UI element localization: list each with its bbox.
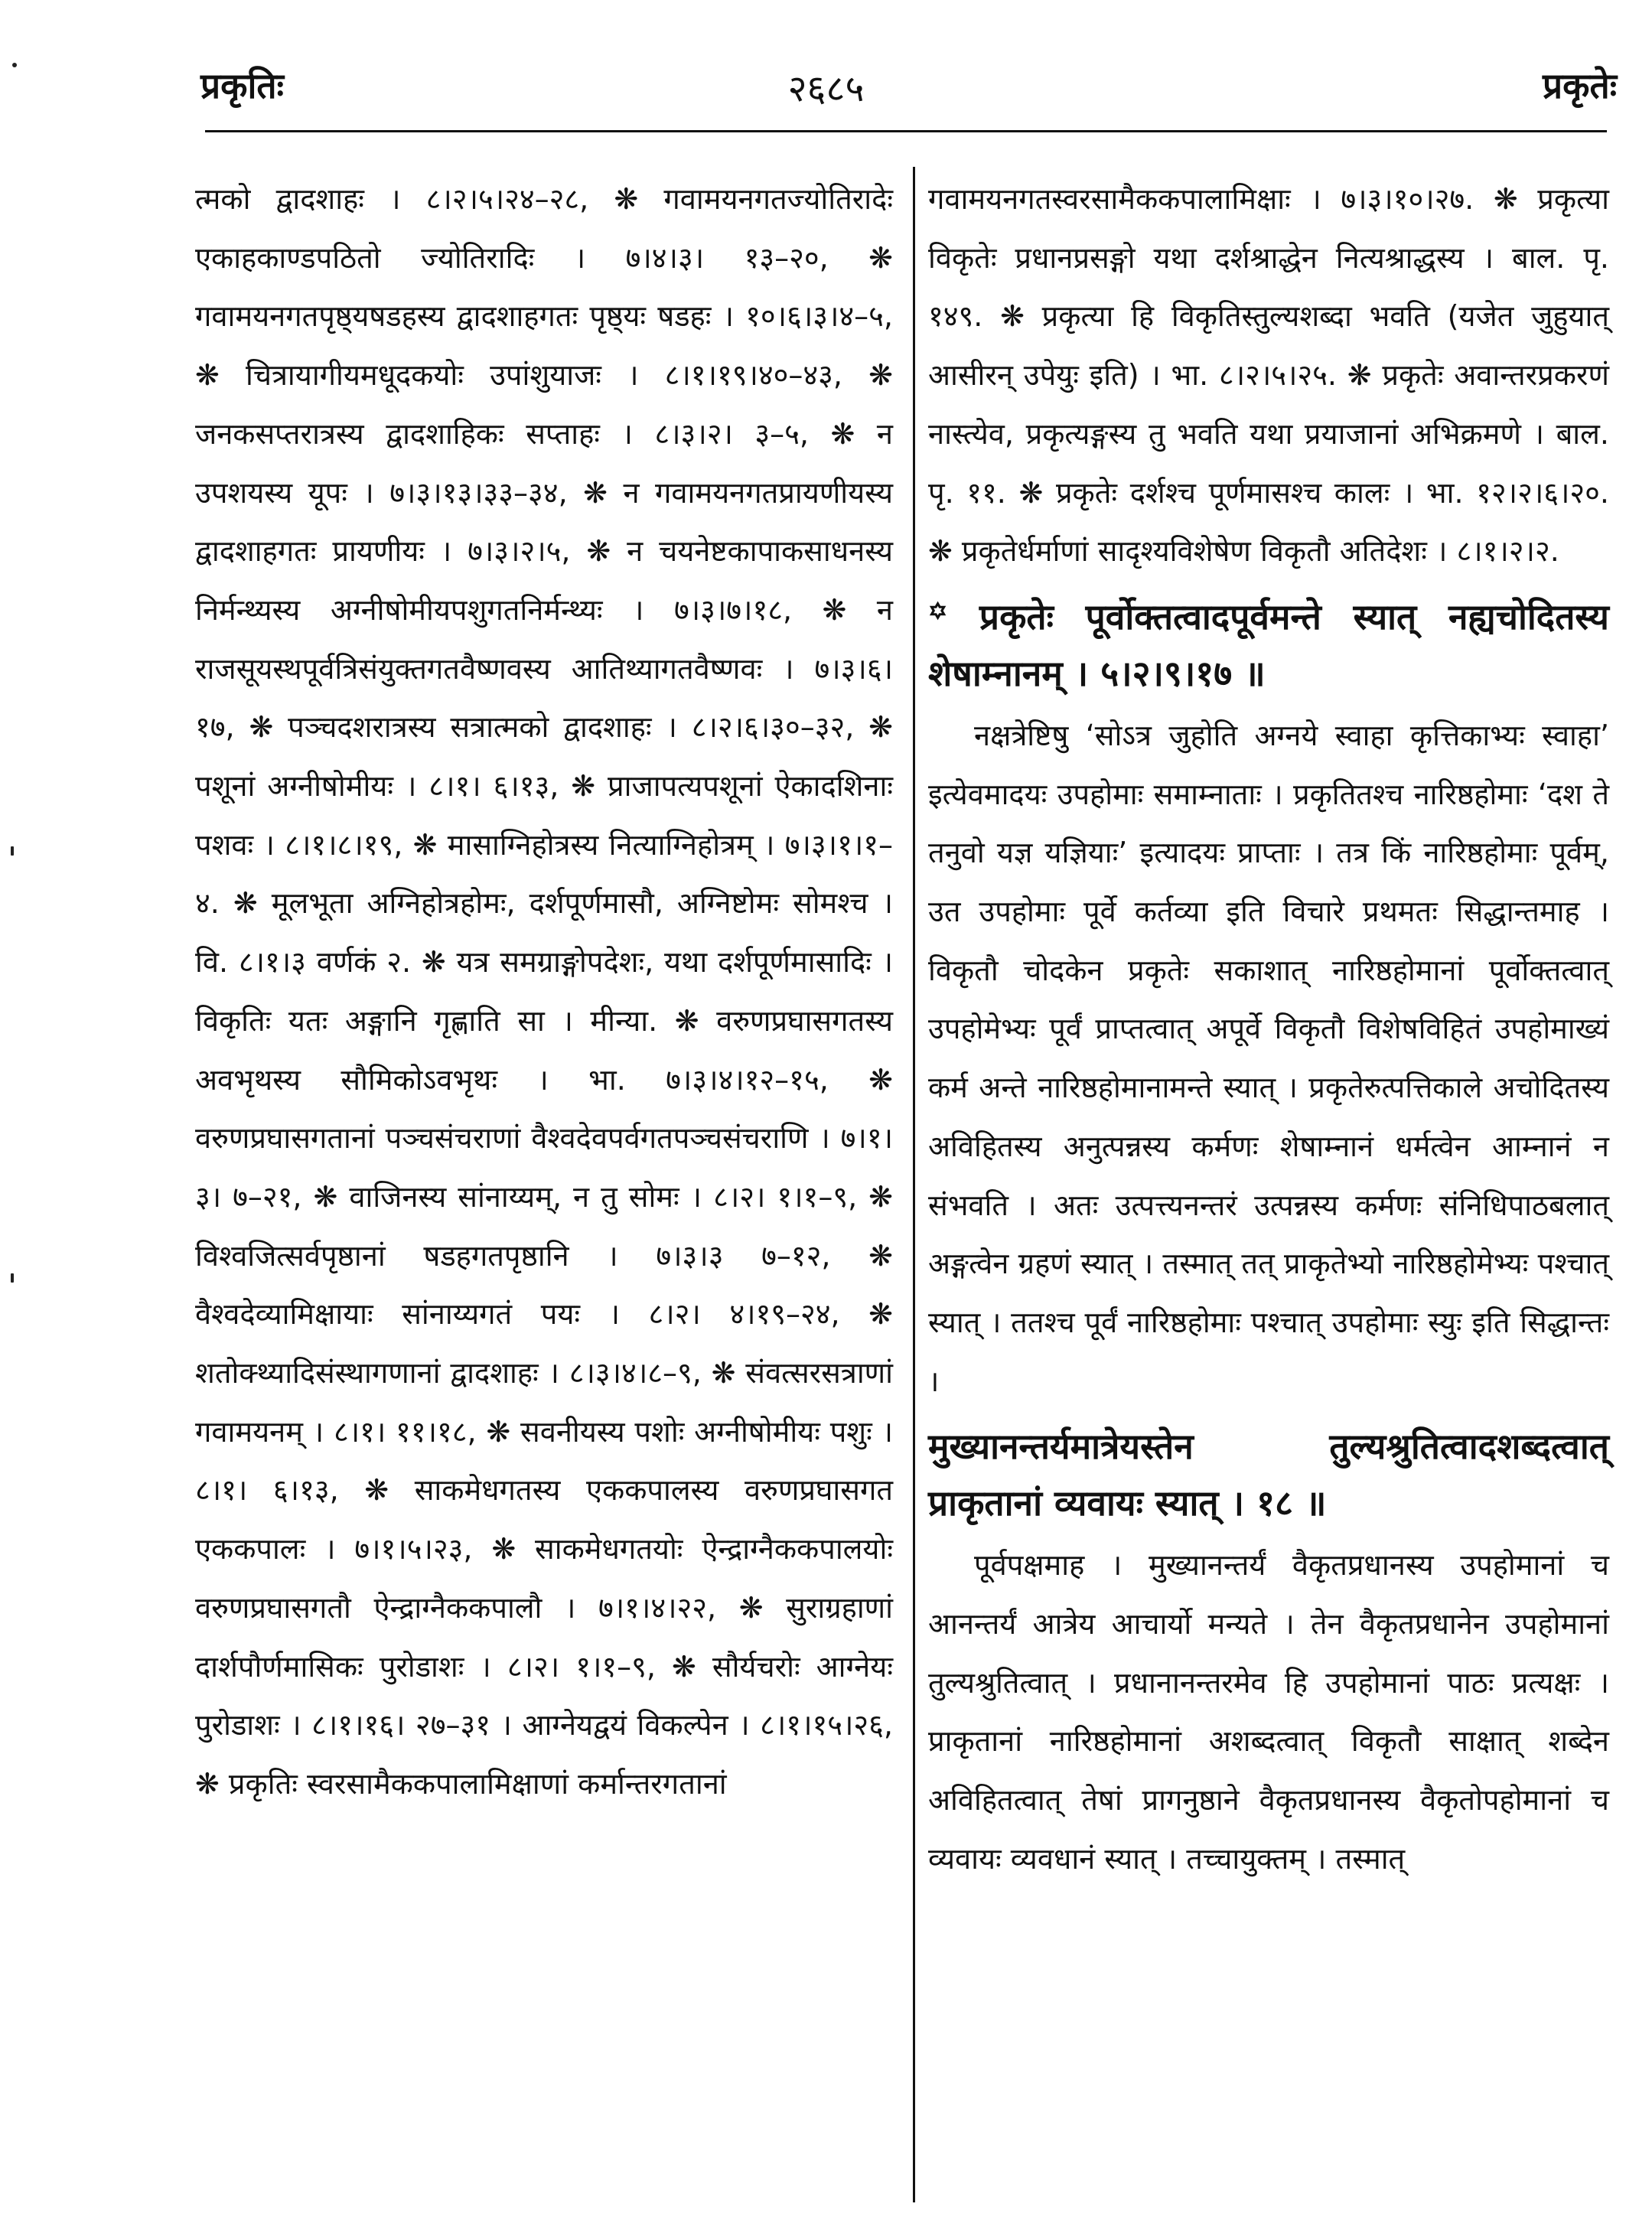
right-column	[928, 170, 1609, 1889]
margin-mark	[11, 1273, 14, 1283]
left-column	[195, 170, 893, 1814]
commentary-17: नक्षत्रेष्टिषु ‘सोऽत्र जुहोति अग्नये स्वाहा कृत्तिकाभ्यः स्वाहा’ इत्येवमादयः उपहोमाः समाम्नाताः । प्रकृतितश्च नारिष्ठहोमाः ‘दश ते तनुवो यज्ञ यज्ञियाः’ इत्यादयः प्राप्ताः । तत्र किं नारिष्ठहोमाः पूर्वम्, उत उपहोमाः पूर्वे कर्तव्या इति विचारे प्रथमतः सिद्धान्तमाह । विकृतौ चोदकेन प्रकृतेः सकाशात् नारिष्ठहोमानां पूर्वोक्तत्वात् उपहोमेभ्यः पूर्वं प्राप्तत्वात् अपूर्वे विकृतौ विशेषविहितं उपहोमाख्यं कर्म अन्ते नारिष्ठहोमानामन्ते स्यात् । प्रकृतेरुत्पत्तिकाले अचोदितस्य अविहितस्य अनुत्पन्नस्य कर्मणः शेषाम्नानं धर्मत्वेन आम्नानं न संभवति । अतः उत्पत्त्यनन्तरं उत्पन्नस्य कर्मणः संनिधिपाठबलात् अङ्गत्वेन ग्रहणं स्यात् । तस्मात् तत् प्राकृतेभ्यो नारिष्ठहोमेभ्यः पश्चात् स्यात् । ततश्च पूर्वं नारिष्ठहोमाः पश्चात् उपहोमाः स्युः इति सिद्धान्तः ।	[928, 718, 1609, 1398]
running-head-left: प्रकृतिः	[200, 65, 284, 106]
page-number: २६८५	[787, 67, 865, 110]
margin-dot	[12, 63, 17, 67]
margin-mark	[11, 846, 14, 856]
sutra-heading-17: ꙳ प्रकृतेः पूर्वोक्तत्वादपूर्वमन्ते स्यात् नह्यचोदितस्य शेषाम्नानम् । ५।२।९।१७ ॥	[928, 595, 1609, 694]
index-entries: त्मको द्वादशाहः । ८।२।५।२४–२८, ❋ गवामयनगतज्योतिरादेः एकाहकाण्डपठितो ज्योतिरादिः । ७।४।३। १३–२०, ❋ गवामयनगतपृष्ठ्यषडहस्य द्वादशाहगतः पृष्ठ्यः षडहः । १०।६।३।४–५, ❋ चित्रायागीयमधूदकयोः उपांशुयाजः । ८।१।१९।४०–४३, ❋ जनकसप्तरात्रस्य द्वादशाहिकः सप्ताहः । ८।३।२। ३–५, ❋ न उपशयस्य यूपः । ७।३।१३।३३–३४, ❋ न गवामयनगतप्रायणीयस्य द्वादशाहगतः प्रायणीयः । ७।३।२।५, ❋ न चयनेष्टकापाकसाधनस्य निर्मन्थ्यस्य अग्नीषोमीयपशुगतनिर्मन्थ्यः । ७।३।७।१८, ❋ न राजसूयस्थपूर्वत्रिसंयुक्तगतवैष्णवस्य आतिथ्यागतवैष्णवः । ७।३।६।१७, ❋ पञ्चदशरात्रस्य सत्रात्मको द्वादशाहः । ८।२।६।३०–३२, ❋ पशूनां अग्नीषोमीयः । ८।१। ६।१३, ❋ प्राजापत्यपशूनां ऐकादशिनाः पशवः । ८।१।८।१९, ❋ मासाग्निहोत्रस्य नित्याग्निहोत्रम् । ७।३।१।१–४. ❋ मूलभूता अग्निहोत्रहोमः, दर्शपूर्णमासौ, अग्निष्टोमः सोमश्च । वि. ८।१।३ वर्णकं २. ❋ यत्र समग्राङ्गोपदेशः, यथा दर्शपूर्णमासादिः । विकृतिः यतः अङ्गानि गृह्णाति सा । मीन्या. ❋ वरुणप्रघासगतस्य अवभृथस्य सौमिकोऽवभृथः । भा. ७।३।४।१२–१५, ❋ वरुणप्रघासगतानां पञ्चसंचराणां वैश्वदेवपर्वगतपञ्चसंचराणि । ७।१।३। ७–२१, ❋ वाजिनस्य सांनाय्यम्, न तु सोमः । ८।२। १।१–९, ❋ विश्वजित्सर्वपृष्ठानां षडहगतपृष्ठानि । ७।३।३ ७–१२, ❋ वैश्वदेव्यामिक्षायाः सांनाय्यगतं पयः । ८।२। ४।१९–२४, ❋ शतोक्थ्यादिसंस्थागणानां द्वादशाहः । ८।३।४।८–९, ❋ संवत्सरसत्राणां गवामयनम् । ८।१। ११।१८, ❋ सवनीयस्य पशोः अग्नीषोमीयः पशुः । ८।१। ६।१३, ❋ साकमेधगतस्य एककपालस्य वरुणप्रघासगत एककपालः । ७।१।५।२३, ❋ साकमेधगतयोः ऐन्द्राग्नैककपालयोः वरुणप्रघासगतौ ऐन्द्राग्नैककपालौ । ७।१।४।२२, ❋ सुराग्रहाणां दार्शपौर्णमासिकः पुरोडाशः । ८।२। १।१–९, ❋ सौर्यचरोः आग्नेयः पुरोडाशः । ८।१।१६। २७–३१ । आग्नेयद्वयं विकल्पेन । ८।१।१५।२६, ❋ प्रकृतिः स्वरसामैककपालामिक्षाणां कर्मान्तरगतानां	[195, 182, 893, 1801]
sutra-heading-18: मुख्यानन्तर्यमात्रेयस्तेन तुल्यश्रुतित्वादशब्दत्वात् प्राकृतानां व्यवायः स्यात् । १८ ॥	[928, 1426, 1609, 1524]
running-head-right: प्रकृतेः	[1542, 65, 1617, 106]
index-entries-continued: गवामयनगतस्वरसामैककपालामिक्षाः । ७।३।१०।२७. ❋ प्रकृत्या विकृतेः प्रधानप्रसङ्गो यथा दर्शश्राद्धेन नित्यश्राद्धस्य । बाल. पृ. १४९. ❋ प्रकृत्या हि विकृतिस्तुल्यशब्दा भवति (यजेत जुहुयात् आसीरन् उपेयुः इति) । भा. ८।२।५।२५. ❋ प्रकृतेः अवान्तरप्रकरणं नास्त्येव, प्रकृत्यङ्गस्य तु भवति यथा प्रयाजानां अभिक्रमणे । बाल. पृ. ११. ❋ प्रकृतेः दर्शश्च पूर्णमासश्च कालः । भा. १२।२।६।२०. ❋ प्रकृतेर्धर्माणां सादृश्यविशेषेण विकृतौ अतिदेशः । ८।१।२।२.	[928, 182, 1609, 569]
commentary-18: पूर्वपक्षमाह । मुख्यानन्तर्यं वैकृतप्रधानस्य उपहोमानां च आनन्तर्यं आत्रेय आचार्यो मन्यते । तेन वैकृतप्रधानेन उपहोमानां तुल्यश्रुतित्वात् । प्रधानानन्तरमेव हि उपहोमानां पाठः प्रत्यक्षः । प्राकृतानां नारिष्ठहोमानां अशब्दत्वात् विकृतौ साक्षात् शब्देन अविहितत्वात् तेषां प्रागनुष्ठाने वैकृतप्रधानस्य वैकृतोपहोमानां च व्यवायः व्यवधानं स्यात् । तच्चायुक्तम् । तस्मात्	[928, 1548, 1609, 1876]
column-divider	[913, 167, 915, 2202]
header-rule	[205, 130, 1607, 132]
